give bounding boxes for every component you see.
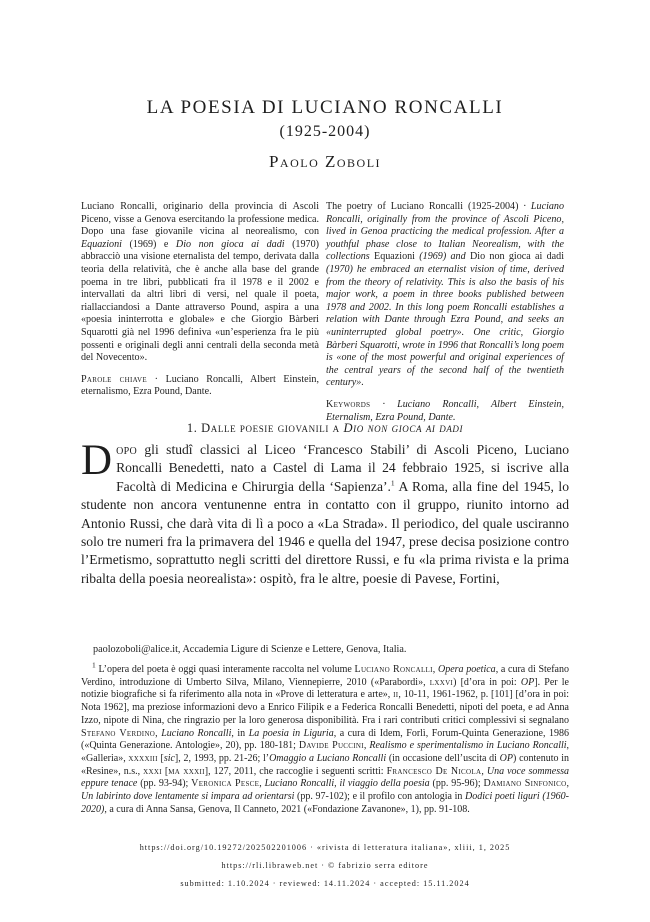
- article-author: Paolo Zoboli: [268, 152, 382, 171]
- article-years: (1925-2004): [279, 123, 371, 140]
- abstract-english-text: The poetry of Luciano Roncalli (1925-2004) · Luciano Roncalli, originally from the province of Ascoli Piceno, lived in Genoa practicing the medical profession. After a youthful phase close to Italian Neorealism, with the collections Equazioni (1969) and Dio non gioca ai dadi (1970) he embraced an eternalist vision of time, derived from the theory of relativity. This is also the basis of his major work, a poem in three books published between 1978 and 2002. In this long poem Roncalli establishes a relation with Dante through Ezra Pound, and seeks an «uninterrupted global poetry». One critic, Giorgio Bàrberi Squarotti, wrote in 1996 that Roncalli’s long poem is «one of the most powerful and original experiences of the central years of the second half of the twentieth century».: [326, 201, 565, 389]
- keywords-english: Keywords · Luciano Roncalli, Albert Einstein, Eternalism, Ezra Pound, Dante.: [326, 398, 564, 423]
- keywords-italian: Parole chiave · Luciano Roncalli, Albert Einstein, eternalismo, Ezra Pound, Dante.: [81, 373, 319, 398]
- footer-dates: submitted: 1.10.2024 · reviewed: 14.11.2024 · accepted: 15.11.2024: [180, 879, 470, 888]
- footnote-ref[interactable]: 1: [390, 478, 395, 488]
- section-heading: 1. Dalle poesie giovanili a Dio non gioca ai dadi: [186, 421, 464, 435]
- abstract-italian: [81, 201, 319, 399]
- abstract-english: [326, 201, 564, 424]
- body-paragraph: Dopo gli studî classici al Liceo ‘Francesco Stabili’ di Ascoli Piceno, Luciano Roncalli Benedetti, nato a Castel di Lama il 24 febbraio 1925, si iscrive alla Facoltà di Medicina e Chirurgia della ‘Sapienza’.$^1$ A Roma, alla fine del 1945, lo studente non ancora ventunenne entra in contatto con il gruppo, riunito intorno ad Antonio Russi, che darà vita di lì a poco a «La Strada». Il periodico, del quale usciranno solo tre numeri fra la primavera del 1946 e quella del 1947, prese decisa posizione contro l’Ermetismo, soprattutto negli scritti del direttore Russi, e fu «la prima rivista e la prima ribalta della poesia neorealista»: ospitò, fra le altre, poesie di Pavese, Fortini,: [81, 437, 570, 586]
- footer-publisher: https://rli.libraweb.net · © fabrizio serra editore: [221, 861, 429, 870]
- article-title: LA POESIA DI LUCIANO RONCALLI: [146, 97, 504, 118]
- drop-cap: D: [81, 437, 113, 484]
- author-contact: paolozoboli@alice.it, Accademia Ligure di Scienze e Lettere, Genova, Italia.: [93, 644, 407, 655]
- footer-doi: https://doi.org/10.19272/202502201006 · «rivista di letteratura italiana», xliii, 1, 2025: [139, 843, 511, 852]
- footnote-1: $^1$ L’opera del poeta è oggi quasi interamente raccolta nel volume Luciano Roncalli, Opera poetica, a cura di Stefano Verdino, introduzione di Umberto Silva, Milano, Viennepierre, 2010 («Parabordi», lxxvi) [d’ora in poi: OP]. Per le notizie biografiche si fa riferimento alla nota in «Prove di letteratura e arte», ii, 10-11, 1961-1962, p. [101] [d’ora in poi: Nota 1962], ma preziose informazioni devo a Enrico Filipik e a Federica Roncalli Benedetti, nipoti del poeta, e ad Anna Izzo, nipote di Nina, che ringrazio per la loro generosa disponibilità. Fra i rari contributi critici complessivi si segnalano Stefano Verdino, Luciano Roncalli, in La poesia in Liguria, a cura di Idem, Forlì, Forum-Quinta Generazione, 1986 («Quinta Generazione. Antologie», 20), pp. 180-181; Davide Puccini, Realismo e sperimentalismo in Luciano Roncalli, «Galleria», xxxxiii [sic], 2, 1993, pp. 21-26; l’Omaggio a Luciano Roncalli (in occasione dell’uscita di OP) contenuto in «Resine», n.s., xxxi [ma xxxii], 127, 2011, che raccoglie i seguenti scritti: Francesco De Nicola, Una voce sommessa eppure tenace (pp. 93-94); Veronica Pesce, Luciano Roncalli, il viaggio della poesia (pp. 95-96); Damiano Sinfonico, Un labirinto dove lentamente si impara ad orientarsi (pp. 97-102); e il profilo con antologia in Dodici poeti liguri (1960-2020), a cura di Anna Sansa, Genova, Il Canneto, 2021 («Fondazione Zavanone», 1), pp. 91-108.: [81, 660, 570, 815]
- abstract-italian-text: Luciano Roncalli, originario della provincia di Ascoli Piceno, visse a Genova esercitando la professione medica. Dopo una fase giovanile vicina al neorealismo, con Equazioni (1969) e Dio non gioca ai dadi (1970) abbracciò una visione eternalista del tempo, derivata dalla teoria della relatività, che è anche alla base del grande poema in tre libri, pubblicati fra il 1978 e il 2002 e intervallati da altri libri di versi, nel quale il poeta, riallacciandosi a Dante attraverso Pound, aspira a una «poesia ininterrotta e globale» e che Giorgio Bàrberi Squarotti già nel 1996 definiva «un’esperienza fra le più possenti e originali degli anni centrali della seconda metà del Novecento».: [81, 201, 319, 364]
